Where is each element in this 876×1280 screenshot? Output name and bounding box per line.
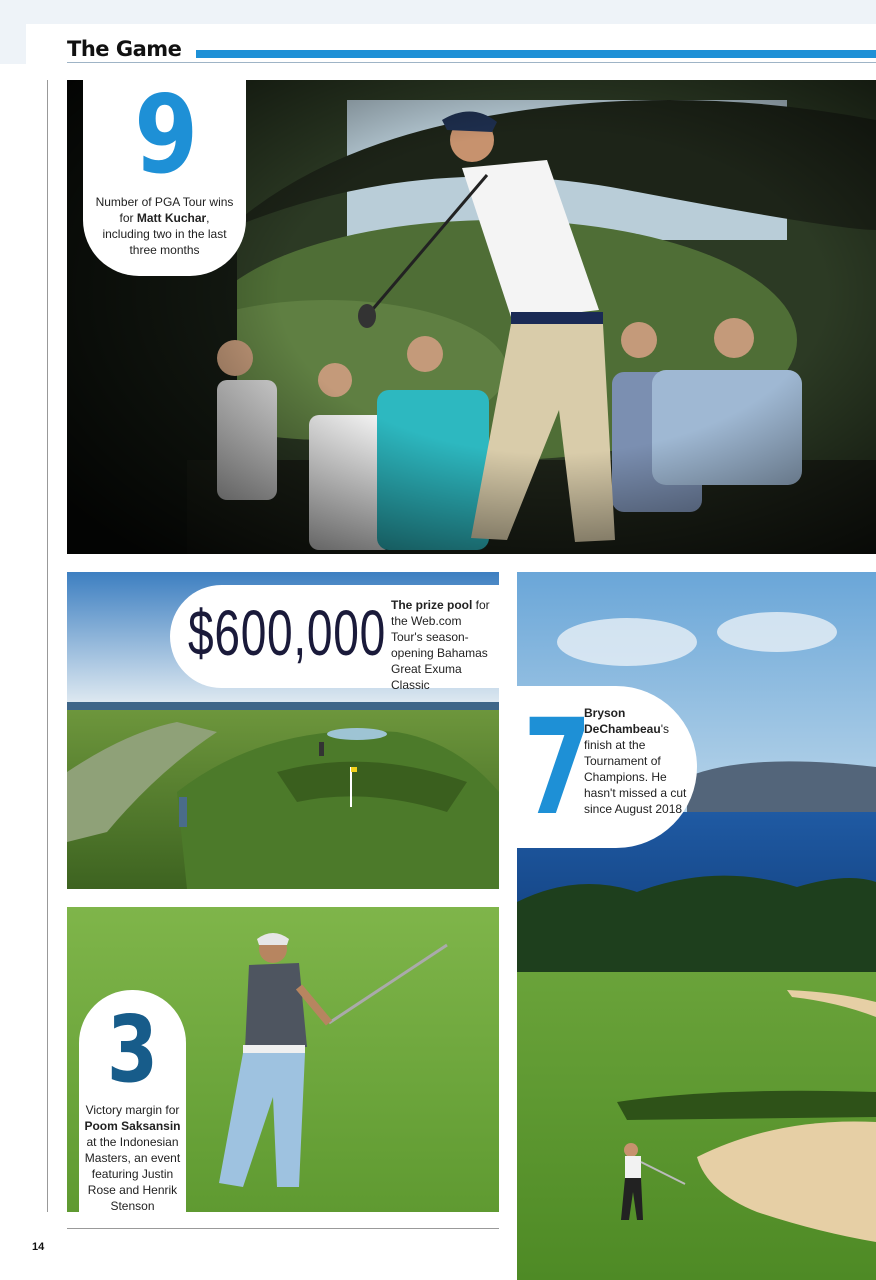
stat-saksansin-margin	[79, 990, 186, 1212]
stat-number: 7	[523, 691, 592, 845]
left-margin-rule	[47, 80, 48, 1212]
stat-caption: Bryson DeChambeau's finish at the Tournament of Champions. He hasn't missed a cut since August 2018	[584, 706, 687, 816]
footer-rule	[67, 1228, 499, 1229]
stat-caption: The prize pool for the Web.com Tour's season-opening Bahamas Great Exuma Classic	[391, 598, 490, 692]
stat-number: $600,000	[188, 597, 386, 669]
title-rule	[196, 50, 876, 58]
top-band-corner	[0, 24, 26, 64]
stat-prize-pool	[170, 585, 499, 692]
title-underline	[67, 62, 876, 63]
stat-number: 3	[106, 996, 159, 1103]
dechambeau-photo	[517, 572, 876, 1280]
stat-caption: Number of PGA Tour wins for Matt Kuchar, including two in the last three months	[95, 195, 234, 257]
top-band	[0, 0, 876, 24]
stat-kuchar-wins	[83, 73, 246, 276]
stat-dechambeau-finish	[517, 686, 697, 848]
page-number: 14	[32, 1241, 45, 1253]
stat-number: 9	[134, 73, 195, 198]
stat-caption: Victory margin for Poom Saksansin at the Indonesian Masters, an event featuring Justin Rose and Henrik Stenson	[84, 1103, 181, 1213]
section-title: The Game	[67, 37, 182, 61]
